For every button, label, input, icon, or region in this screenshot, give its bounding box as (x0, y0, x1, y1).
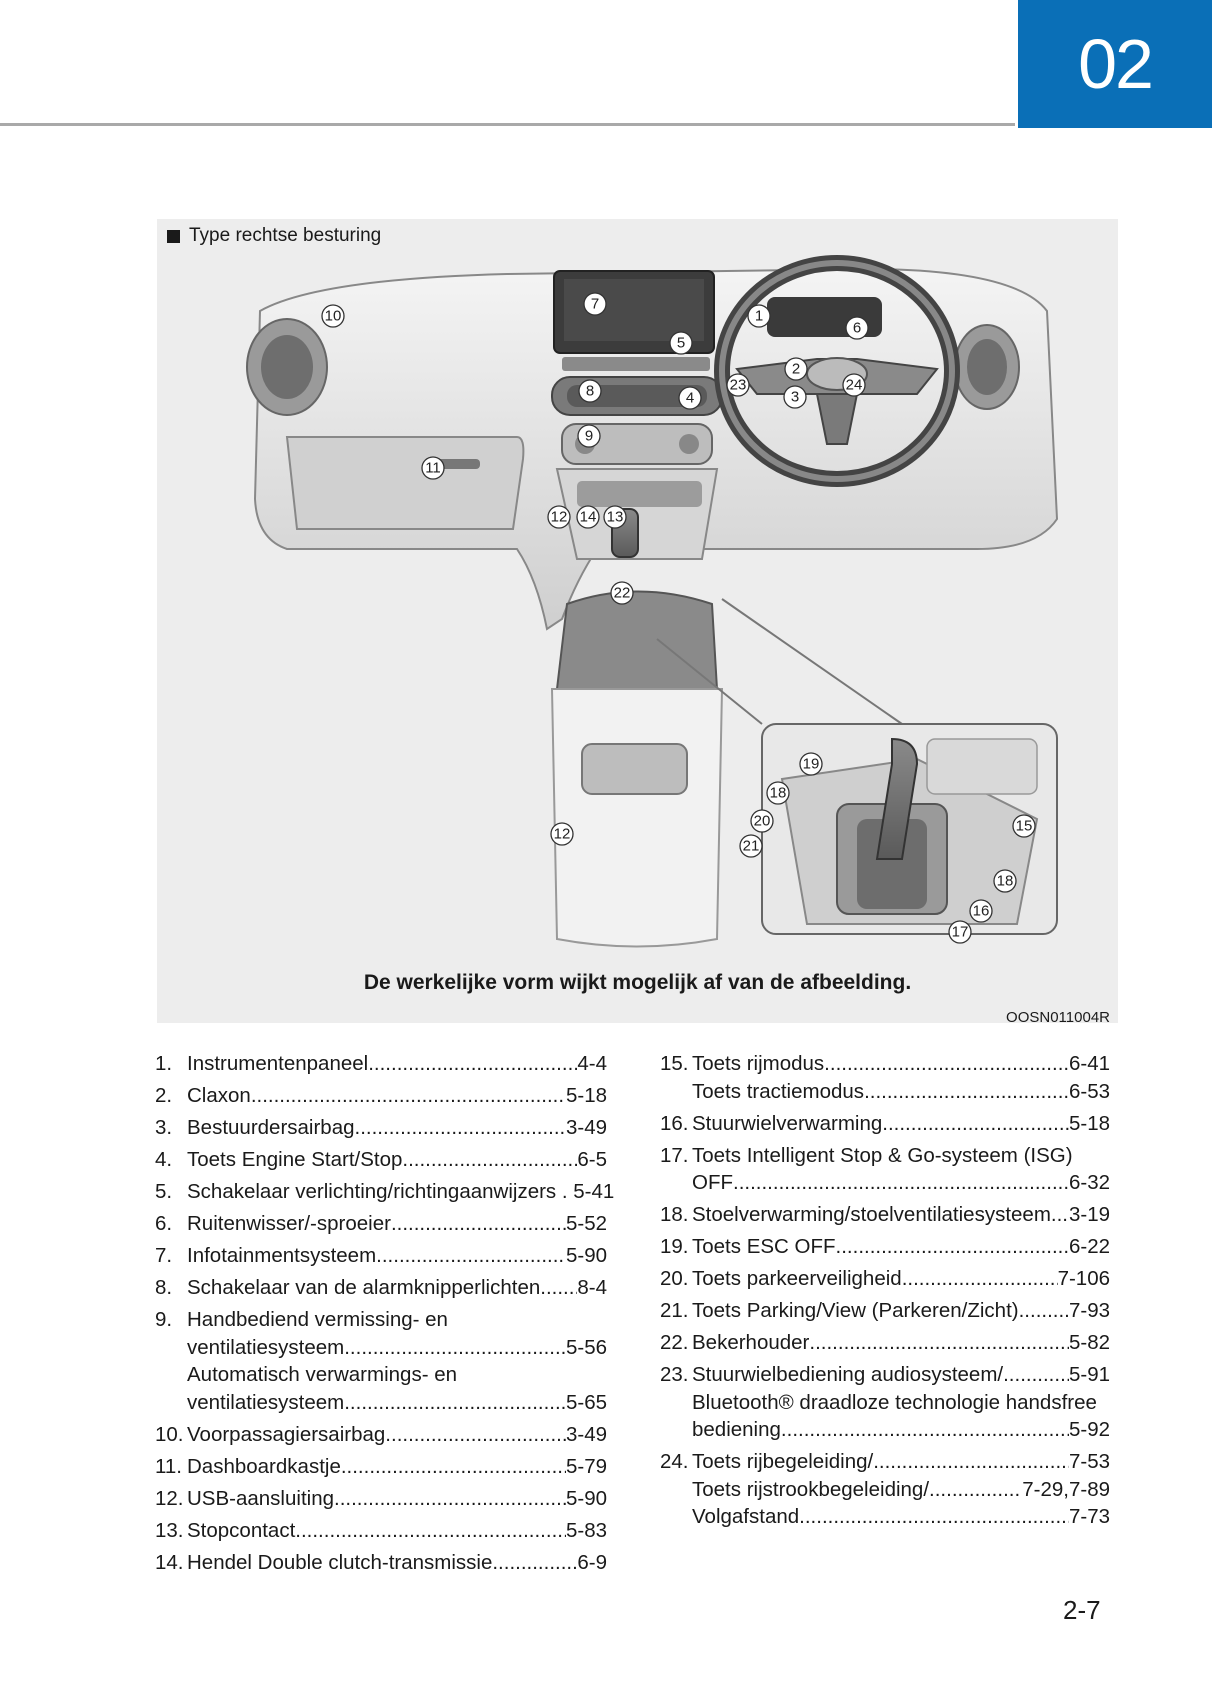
svg-text:1: 1 (754, 307, 764, 325)
svg-text:16: 16 (972, 902, 990, 920)
index-entry-body (692, 1050, 1110, 1105)
index-entry-body (187, 1549, 607, 1577)
index-entry (660, 1361, 1110, 1444)
index-label: Instrumentenpaneel (187, 1052, 369, 1075)
index-entry (155, 1210, 607, 1238)
index-list-right (660, 1050, 1110, 1535)
index-page-ref: 8-4 (577, 1276, 607, 1299)
dot-leader (799, 1503, 1069, 1531)
index-page-ref: 7-53 (1068, 1450, 1110, 1473)
index-line (187, 1549, 607, 1577)
callout-12-rear (551, 823, 573, 845)
callout-18 (767, 782, 789, 804)
callout-5 (670, 332, 692, 354)
index-entry-body (187, 1453, 607, 1481)
index-line (187, 1389, 607, 1417)
index-number: 20. (660, 1267, 689, 1290)
index-page-ref: 5-79 (565, 1454, 607, 1478)
index-label: Stuurwielverwarming (692, 1111, 883, 1135)
callout-6 (846, 317, 868, 339)
index-entry-body (692, 1361, 1110, 1444)
index-entry (660, 1265, 1110, 1293)
dot-leader (781, 1416, 1069, 1444)
svg-text:12: 12 (550, 508, 568, 526)
index-number: 11. (155, 1454, 182, 1478)
index-label: OFF (692, 1171, 733, 1194)
index-number: 3. (155, 1116, 173, 1139)
callout-14 (577, 506, 599, 528)
dot-leader (376, 1242, 566, 1270)
index-label: Claxon (187, 1084, 251, 1107)
index-page-ref: 6-5 (577, 1148, 607, 1171)
index-label: Infotainmentsysteem (187, 1244, 377, 1267)
index-label: Bestuurdersairbag (187, 1116, 355, 1139)
index-entry-body (187, 1421, 607, 1449)
callout-19 (800, 753, 822, 775)
index-label: Toets rijmodus (692, 1052, 825, 1075)
index-page-ref: 5-65 (565, 1390, 607, 1414)
index-entry-body (187, 1082, 607, 1110)
dot-leader (341, 1453, 566, 1481)
index-page-ref: 7-29,7-89 (1022, 1477, 1110, 1501)
index-page-ref: 3-19 (1068, 1203, 1110, 1226)
callout-16 (970, 900, 992, 922)
index-entry-body (187, 1146, 607, 1174)
index-entry-body (692, 1233, 1110, 1261)
index-label: Stuurwielbediening audiosysteem/ (692, 1363, 1004, 1386)
dot-leader (809, 1329, 1069, 1357)
index-number: 17. (660, 1143, 689, 1167)
index-entry (155, 1485, 607, 1513)
index-entry (155, 1421, 607, 1449)
callout-10 (322, 305, 344, 327)
dot-leader (492, 1549, 577, 1577)
index-page-ref: 5-92 (1068, 1418, 1110, 1441)
square-bullet-icon (167, 230, 180, 243)
index-line (692, 1050, 1110, 1078)
chapter-tab: 02 (1018, 0, 1212, 128)
index-page-ref: 7-106 (1057, 1267, 1110, 1290)
dot-leader (902, 1265, 1058, 1293)
dot-leader (368, 1050, 577, 1078)
index-number: 18. (660, 1203, 689, 1226)
index-label: USB-aansluiting (187, 1486, 334, 1510)
dot-leader (344, 1389, 566, 1417)
index-page-ref: 3-49 (565, 1116, 607, 1139)
figure-code: OOSN011004R (1006, 1009, 1110, 1026)
index-entry (155, 1146, 607, 1174)
index-number: 7. (155, 1244, 173, 1267)
index-line (187, 1082, 607, 1110)
index-label: Toets tractiemodus (692, 1079, 865, 1103)
index-entry-body (692, 1297, 1110, 1325)
index-page-ref: 6-32 (1068, 1171, 1110, 1194)
dot-leader (882, 1110, 1069, 1138)
index-page-ref: 6-53 (1068, 1079, 1110, 1103)
dot-leader (295, 1517, 566, 1545)
index-page-ref: 7-73 (1068, 1505, 1110, 1528)
index-entry (155, 1114, 607, 1142)
index-page-ref: 6-22 (1068, 1235, 1110, 1258)
index-line (187, 1274, 607, 1302)
index-entry (660, 1201, 1110, 1229)
index-label: ventilatiesysteem (187, 1335, 345, 1359)
index-line (187, 1485, 607, 1513)
index-label: Ruitenwisser/-sproeier (187, 1212, 391, 1235)
index-label: Schakelaar van de alarmknipperlichten (187, 1276, 541, 1299)
header-rule (0, 123, 1015, 126)
armrest (557, 592, 717, 697)
index-line (187, 1517, 607, 1545)
index-label: Voorpassagiersairbag (187, 1422, 386, 1446)
svg-text:24: 24 (845, 376, 863, 394)
dot-leader (1003, 1361, 1069, 1389)
index-line (692, 1476, 1110, 1504)
index-entry-body (187, 1274, 607, 1302)
index-entry-body (187, 1242, 607, 1270)
index-entry (155, 1453, 607, 1481)
index-page-ref: 6-9 (577, 1550, 607, 1574)
index-label: Toets rijstrookbegeleiding/ (692, 1477, 930, 1501)
index-page-ref: 5-83 (565, 1518, 607, 1542)
index-label: Volgafstand (692, 1505, 800, 1528)
index-entry (660, 1448, 1110, 1531)
index-number: 16. (660, 1111, 689, 1135)
figure-caption (167, 225, 381, 247)
index-label: Toets ESC OFF (692, 1235, 836, 1258)
svg-text:15: 15 (1015, 817, 1033, 835)
index-page-ref: 5-52 (565, 1212, 607, 1235)
index-page-ref: 5-90 (565, 1486, 607, 1510)
index-entry-body (187, 1114, 607, 1142)
index-number: 12. (155, 1486, 184, 1510)
dot-leader (929, 1476, 1022, 1504)
callout-4 (679, 387, 701, 409)
index-page-ref: 5-56 (565, 1335, 607, 1359)
index-line: Handbediend vermissing- en (187, 1308, 448, 1331)
svg-text:23: 23 (729, 376, 747, 394)
index-line (692, 1416, 1110, 1444)
dot-leader (402, 1146, 577, 1174)
index-page-ref: 5-18 (1068, 1111, 1110, 1135)
index-entry (660, 1110, 1110, 1138)
svg-text:5: 5 (676, 334, 686, 352)
index-list-left (155, 1050, 615, 1581)
svg-text:3: 3 (790, 388, 800, 406)
index-label: Stoelverwarming/stoelventilatiesysteem (692, 1203, 1051, 1226)
index-label: Stopcontact (187, 1518, 296, 1542)
index-entry-body (187, 1050, 607, 1078)
dot-leader (344, 1334, 566, 1362)
index-label: Toets parkeerveiligheid (692, 1267, 902, 1290)
index-entry (155, 1306, 607, 1416)
index-number: 8. (155, 1276, 173, 1299)
index-line (187, 1334, 607, 1362)
callout-7 (584, 293, 606, 315)
svg-text:14: 14 (579, 508, 597, 526)
index-line (692, 1329, 1110, 1357)
svg-text:21: 21 (742, 837, 760, 855)
index-line (692, 1503, 1110, 1531)
index-entry (660, 1233, 1110, 1261)
index-entry-body (692, 1265, 1110, 1293)
index-entry (660, 1329, 1110, 1357)
index-line: Bluetooth® draadloze technologie handsfree (692, 1390, 1097, 1414)
index-entry (155, 1549, 607, 1577)
index-line (692, 1233, 1110, 1261)
index-entry-body (187, 1178, 615, 1206)
callout-15 (1013, 815, 1035, 837)
index-entry (155, 1242, 607, 1270)
index-entry-body (187, 1517, 607, 1545)
index-line (692, 1110, 1110, 1138)
index-entry-body (692, 1201, 1110, 1229)
index-number: 19. (660, 1235, 689, 1258)
index-line (187, 1050, 607, 1078)
svg-text:18: 18 (769, 784, 787, 802)
index-page-ref: 5-91 (1068, 1363, 1110, 1386)
index-label: ventilatiesysteem (187, 1390, 345, 1414)
index-number: 1. (155, 1052, 173, 1075)
figure-note: De werkelijke vorm wijkt mogelijk af van de afbeelding. (363, 971, 912, 994)
index-label: Hendel Double clutch-transmissie (187, 1550, 493, 1574)
index-entry (155, 1178, 615, 1206)
index-label: Toets rijbegeleiding/ (692, 1450, 874, 1473)
index-entry (155, 1082, 607, 1110)
index-line: Toets Intelligent Stop & Go-systeem (ISG) (692, 1143, 1073, 1167)
callout-11 (422, 457, 444, 479)
svg-text:11: 11 (425, 459, 441, 477)
index-line (187, 1421, 607, 1449)
callout-18-right (994, 870, 1016, 892)
callout-1 (748, 305, 770, 327)
dot-leader (733, 1169, 1069, 1197)
svg-text:17: 17 (951, 923, 969, 941)
index-number: 23. (660, 1363, 689, 1386)
dot-leader (1051, 1201, 1069, 1229)
dot-leader (836, 1233, 1069, 1261)
callout-2 (785, 358, 807, 380)
index-entry-body (692, 1110, 1110, 1138)
dot-leader (1019, 1297, 1069, 1325)
index-number: 6. (155, 1212, 173, 1235)
svg-text:18: 18 (996, 872, 1014, 890)
index-entry-body (692, 1142, 1110, 1197)
index-page-ref: 5-82 (1068, 1331, 1110, 1354)
index-label: Dashboardkastje (187, 1454, 341, 1478)
dot-leader (391, 1210, 566, 1238)
page-number: 2-7 (1063, 1595, 1101, 1625)
index-line (187, 1210, 607, 1238)
index-label: bediening (692, 1418, 781, 1441)
index-page-ref: 6-41 (1068, 1052, 1110, 1075)
index-line (187, 1242, 607, 1270)
index-number: 22. (660, 1331, 689, 1354)
svg-text:8: 8 (585, 382, 595, 400)
index-entry-body (187, 1485, 607, 1513)
dot-leader (824, 1050, 1069, 1078)
callout-24 (843, 374, 865, 396)
index-label: Toets Engine Start/Stop (187, 1148, 403, 1171)
index-line (692, 1265, 1110, 1293)
index-page-ref: 5-90 (565, 1244, 607, 1267)
dot-leader (355, 1114, 566, 1142)
index-line (187, 1146, 607, 1174)
svg-text:10: 10 (324, 307, 342, 325)
index-line: Schakelaar verlichting/richtingaanwijzers . 5-41 (187, 1180, 615, 1203)
index-line (187, 1114, 607, 1142)
index-entry (660, 1050, 1110, 1105)
index-entry (155, 1274, 607, 1302)
index-entry (155, 1517, 607, 1545)
index-number: 21. (660, 1299, 689, 1322)
index-line (692, 1297, 1110, 1325)
index-line (692, 1361, 1110, 1389)
dashboard-illustration (157, 219, 1118, 1023)
index-number: 9. (155, 1308, 173, 1331)
svg-text:9: 9 (584, 427, 594, 445)
index-line (692, 1448, 1110, 1476)
svg-text:4: 4 (685, 389, 695, 407)
index-number: 5. (155, 1180, 173, 1203)
index-line (692, 1169, 1110, 1197)
index-entry (155, 1050, 607, 1078)
index-label: Bekerhouder (692, 1331, 810, 1354)
dashboard-figure (157, 219, 1118, 1026)
figure-caption-text: Type rechtse besturing (189, 225, 382, 246)
callout-23 (727, 374, 749, 396)
dot-leader (334, 1485, 566, 1513)
index-line (187, 1453, 607, 1481)
index-entry-body (187, 1210, 607, 1238)
index-entry-body (692, 1329, 1110, 1357)
svg-text:2: 2 (791, 360, 801, 378)
svg-text:6: 6 (852, 319, 862, 337)
index-page-ref: 4-4 (577, 1052, 607, 1075)
index-entry-body (692, 1448, 1110, 1531)
index-page-ref: 3-49 (565, 1422, 607, 1446)
index-number: 4. (155, 1148, 173, 1171)
dot-leader (385, 1421, 566, 1449)
callout-9 (578, 425, 600, 447)
svg-text:12: 12 (553, 825, 571, 843)
callout-22 (611, 582, 633, 604)
dot-leader (540, 1274, 577, 1302)
callout-13 (604, 506, 626, 528)
callout-17 (949, 921, 971, 943)
index-page-ref: 5-18 (565, 1084, 607, 1107)
svg-text:22: 22 (613, 584, 631, 602)
dot-leader (251, 1082, 566, 1110)
svg-text:20: 20 (753, 812, 771, 830)
index-line (692, 1078, 1110, 1106)
index-entry-body (187, 1306, 607, 1416)
index-entry (660, 1142, 1110, 1197)
index-number: 10. (155, 1422, 184, 1446)
index-label: Toets Parking/View (Parkeren/Zicht) (692, 1299, 1019, 1322)
rear-console (552, 689, 722, 947)
index-page-ref: 7-93 (1068, 1299, 1110, 1322)
svg-text:7: 7 (590, 295, 600, 313)
callout-20 (751, 810, 773, 832)
index-line: Automatisch verwarmings- en (187, 1363, 458, 1386)
callout-12 (548, 506, 570, 528)
index-number: 2. (155, 1084, 173, 1107)
index-number: 13. (155, 1518, 184, 1542)
callout-8 (579, 380, 601, 402)
callout-21 (740, 835, 762, 857)
index-number: 14. (155, 1550, 184, 1574)
index-line (692, 1201, 1110, 1229)
index-number: 24. (660, 1450, 689, 1473)
glovebox (287, 437, 523, 529)
dot-leader (873, 1448, 1069, 1476)
svg-text:13: 13 (606, 508, 624, 526)
svg-text:19: 19 (802, 755, 820, 773)
rear-cupholder (582, 744, 687, 794)
index-number: 15. (660, 1052, 689, 1075)
callout-3 (784, 386, 806, 408)
index-entry (660, 1297, 1110, 1325)
dot-leader (864, 1078, 1069, 1106)
